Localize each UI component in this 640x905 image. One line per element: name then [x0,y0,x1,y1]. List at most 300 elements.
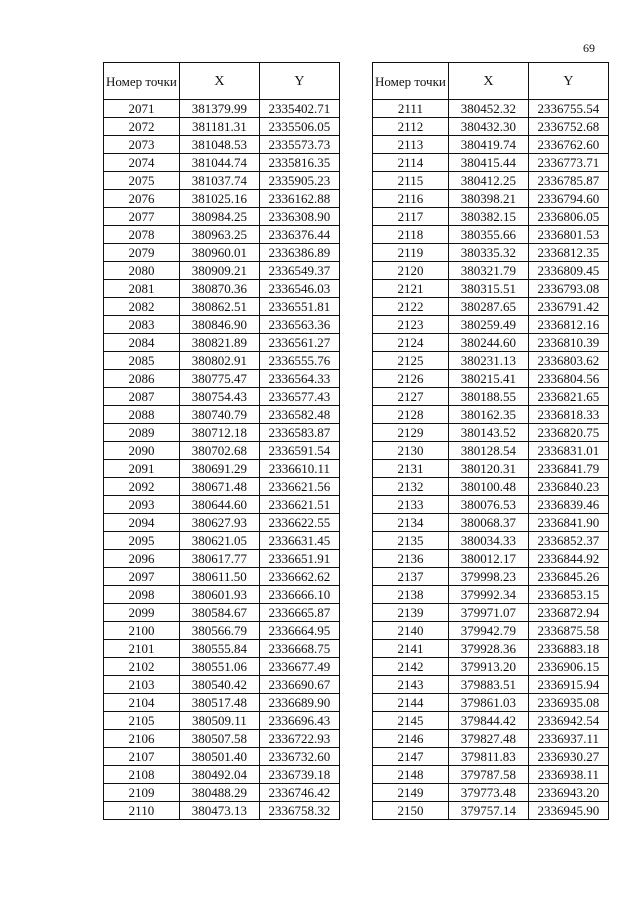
cell-y: 2336853.15 [528,586,608,604]
header-y: Y [528,63,608,100]
cell-y: 2336621.51 [259,496,339,514]
cell-y: 2336839.46 [528,496,608,514]
table-row [104,478,340,496]
cell-y: 2336943.20 [528,784,608,802]
cell-y: 2336942.54 [528,712,608,730]
cell-x: 381181.31 [179,118,259,136]
cell-point-number: 2116 [373,190,449,208]
cell-x: 379773.48 [448,784,528,802]
cell-x: 381037.74 [179,172,259,190]
cell-y: 2336677.49 [259,658,339,676]
table-row [104,262,340,280]
table-row [373,478,609,496]
cell-x: 380244.60 [448,334,528,352]
cell-x: 380584.67 [179,604,259,622]
cell-x: 380419.74 [448,136,528,154]
cell-point-number: 2130 [373,442,449,460]
cell-point-number: 2109 [104,784,180,802]
cell-point-number: 2139 [373,604,449,622]
cell-y: 2336668.75 [259,640,339,658]
cell-x: 380452.32 [448,100,528,118]
cell-y: 2336162.88 [259,190,339,208]
cell-y: 2336591.54 [259,442,339,460]
cell-y: 2336875.58 [528,622,608,640]
cell-x: 379861.03 [448,694,528,712]
cell-y: 2336818.33 [528,406,608,424]
cell-point-number: 2092 [104,478,180,496]
cell-point-number: 2082 [104,298,180,316]
cell-y: 2336631.45 [259,532,339,550]
table-row [104,352,340,370]
cell-y: 2336841.79 [528,460,608,478]
cell-y: 2336546.03 [259,280,339,298]
cell-x: 380432.30 [448,118,528,136]
cell-y: 2336915.94 [528,676,608,694]
cell-point-number: 2142 [373,658,449,676]
cell-y: 2336791.42 [528,298,608,316]
cell-y: 2336810.39 [528,334,608,352]
cell-x: 380671.48 [179,478,259,496]
table-row [373,442,609,460]
table-row [373,496,609,514]
cell-x: 380754.43 [179,388,259,406]
table-row [373,514,609,532]
table-row [104,532,340,550]
table-row [104,172,340,190]
cell-y: 2336821.65 [528,388,608,406]
table-row [104,568,340,586]
cell-point-number: 2104 [104,694,180,712]
table-row [373,280,609,298]
cell-point-number: 2101 [104,640,180,658]
cell-x: 380287.65 [448,298,528,316]
cell-y: 2336583.87 [259,424,339,442]
cell-y: 2336561.27 [259,334,339,352]
cell-point-number: 2123 [373,316,449,334]
table-row [373,730,609,748]
cell-x: 380775.47 [179,370,259,388]
cell-point-number: 2115 [373,172,449,190]
table-row [373,136,609,154]
cell-point-number: 2129 [373,424,449,442]
cell-y: 2336930.27 [528,748,608,766]
cell-point-number: 2145 [373,712,449,730]
cell-point-number: 2076 [104,190,180,208]
cell-y: 2336755.54 [528,100,608,118]
table-row [104,406,340,424]
table-row [373,262,609,280]
cell-y: 2336690.67 [259,676,339,694]
cell-x: 380128.54 [448,442,528,460]
cell-point-number: 2127 [373,388,449,406]
table-row [104,244,340,262]
cell-point-number: 2121 [373,280,449,298]
cell-y: 2336785.87 [528,172,608,190]
cell-point-number: 2091 [104,460,180,478]
table-row [373,766,609,784]
table-row [104,208,340,226]
cell-y: 2336906.15 [528,658,608,676]
cell-point-number: 2149 [373,784,449,802]
table-row [104,118,340,136]
cell-point-number: 2079 [104,244,180,262]
cell-point-number: 2134 [373,514,449,532]
cell-point-number: 2078 [104,226,180,244]
cell-y: 2336804.56 [528,370,608,388]
cell-y: 2336938.11 [528,766,608,784]
coordinates-table-left [103,62,340,820]
table-row [373,154,609,172]
table-row [104,298,340,316]
cell-y: 2336820.75 [528,424,608,442]
cell-y: 2336376.44 [259,226,339,244]
cell-y: 2336664.95 [259,622,339,640]
cell-y: 2336722.93 [259,730,339,748]
cell-y: 2336651.91 [259,550,339,568]
header-y: Y [259,63,339,100]
table-row [373,676,609,694]
table-row [104,658,340,676]
table-row [104,442,340,460]
cell-x: 380540.42 [179,676,259,694]
table-row [104,100,340,118]
cell-y: 2336831.01 [528,442,608,460]
cell-x: 380509.11 [179,712,259,730]
cell-x: 379998.23 [448,568,528,586]
table-row [104,694,340,712]
table-row [373,226,609,244]
cell-point-number: 2080 [104,262,180,280]
cell-y: 2336746.42 [259,784,339,802]
cell-y: 2335506.05 [259,118,339,136]
cell-y: 2336555.76 [259,352,339,370]
table-row [104,586,340,604]
cell-x: 380501.40 [179,748,259,766]
table-row [104,370,340,388]
cell-x: 379787.58 [448,766,528,784]
cell-x: 379971.07 [448,604,528,622]
cell-x: 380601.93 [179,586,259,604]
cell-y: 2336806.05 [528,208,608,226]
cell-x: 380143.52 [448,424,528,442]
cell-point-number: 2088 [104,406,180,424]
cell-x: 380382.15 [448,208,528,226]
cell-x: 380644.60 [179,496,259,514]
cell-x: 379913.20 [448,658,528,676]
cell-point-number: 2073 [104,136,180,154]
cell-y: 2336564.33 [259,370,339,388]
table-row [373,172,609,190]
cell-x: 380712.18 [179,424,259,442]
cell-x: 381025.16 [179,190,259,208]
cell-y: 2336840.23 [528,478,608,496]
cell-y: 2335816.35 [259,154,339,172]
table-row [373,370,609,388]
cell-point-number: 2112 [373,118,449,136]
cell-x: 380188.55 [448,388,528,406]
cell-x: 380862.51 [179,298,259,316]
cell-y: 2336621.56 [259,478,339,496]
cell-point-number: 2146 [373,730,449,748]
cell-y: 2336872.94 [528,604,608,622]
table-row [104,550,340,568]
cell-y: 2336801.53 [528,226,608,244]
cell-y: 2336841.90 [528,514,608,532]
header-x: X [179,63,259,100]
cell-y: 2336852.37 [528,532,608,550]
cell-y: 2336773.71 [528,154,608,172]
cell-y: 2336937.11 [528,730,608,748]
table-row [104,316,340,334]
cell-point-number: 2133 [373,496,449,514]
cell-x: 380335.32 [448,244,528,262]
cell-y: 2336732.60 [259,748,339,766]
cell-point-number: 2111 [373,100,449,118]
cell-x: 380315.51 [448,280,528,298]
table-row [373,550,609,568]
table-row [373,568,609,586]
table-row [104,388,340,406]
cell-x: 380507.58 [179,730,259,748]
cell-y: 2336812.16 [528,316,608,334]
page-number: 69 [583,41,595,55]
cell-x: 380355.66 [448,226,528,244]
cell-x: 380162.35 [448,406,528,424]
table-row [104,802,340,820]
cell-point-number: 2144 [373,694,449,712]
cell-x: 379928.36 [448,640,528,658]
cell-x: 380068.37 [448,514,528,532]
cell-point-number: 2106 [104,730,180,748]
cell-point-number: 2102 [104,658,180,676]
table-row [373,298,609,316]
table-row [104,766,340,784]
table-row [373,460,609,478]
cell-x: 380231.13 [448,352,528,370]
cell-y: 2336793.08 [528,280,608,298]
table-row [373,190,609,208]
table-row [373,424,609,442]
cell-x: 379757.14 [448,802,528,820]
cell-point-number: 2118 [373,226,449,244]
table-row [373,244,609,262]
table-row [373,658,609,676]
cell-point-number: 2132 [373,478,449,496]
cell-point-number: 2107 [104,748,180,766]
cell-x: 380870.36 [179,280,259,298]
table-row [104,676,340,694]
cell-point-number: 2148 [373,766,449,784]
cell-y: 2336739.18 [259,766,339,784]
cell-y: 2336689.90 [259,694,339,712]
cell-x: 380627.93 [179,514,259,532]
table-row [373,118,609,136]
cell-x: 379992.34 [448,586,528,604]
table-row [104,226,340,244]
cell-point-number: 2077 [104,208,180,226]
cell-y: 2336665.87 [259,604,339,622]
cell-x: 380846.90 [179,316,259,334]
cell-y: 2336803.62 [528,352,608,370]
cell-point-number: 2140 [373,622,449,640]
table-row [373,712,609,730]
table-row [373,586,609,604]
cell-y: 2336582.48 [259,406,339,424]
cell-x: 381379.99 [179,100,259,118]
table-row [373,694,609,712]
cell-y: 2336945.90 [528,802,608,820]
cell-point-number: 2087 [104,388,180,406]
cell-x: 380259.49 [448,316,528,334]
cell-y: 2335573.73 [259,136,339,154]
cell-point-number: 2108 [104,766,180,784]
cell-y: 2336696.43 [259,712,339,730]
cell-x: 379942.79 [448,622,528,640]
cell-x: 380740.79 [179,406,259,424]
cell-x: 380012.17 [448,550,528,568]
table-row [104,640,340,658]
cell-x: 380802.91 [179,352,259,370]
cell-x: 380412.25 [448,172,528,190]
cell-point-number: 2105 [104,712,180,730]
cell-point-number: 2086 [104,370,180,388]
cell-y: 2336563.36 [259,316,339,334]
cell-x: 380034.33 [448,532,528,550]
cell-y: 2336844.92 [528,550,608,568]
cell-point-number: 2117 [373,208,449,226]
cell-y: 2336845.26 [528,568,608,586]
header-point-number: Номер точки [373,63,449,100]
cell-x: 380100.48 [448,478,528,496]
cell-point-number: 2128 [373,406,449,424]
cell-y: 2336622.55 [259,514,339,532]
cell-point-number: 2099 [104,604,180,622]
coordinates-table-right [372,62,609,820]
cell-point-number: 2119 [373,244,449,262]
cell-y: 2336308.90 [259,208,339,226]
table-row [104,280,340,298]
cell-point-number: 2094 [104,514,180,532]
cell-x: 380551.06 [179,658,259,676]
cell-point-number: 2084 [104,334,180,352]
table-row [373,352,609,370]
cell-x: 380415.44 [448,154,528,172]
table-row [373,604,609,622]
table-row [373,640,609,658]
cell-y: 2336662.62 [259,568,339,586]
cell-y: 2335905.23 [259,172,339,190]
table-row [104,622,340,640]
cell-point-number: 2137 [373,568,449,586]
cell-x: 380909.21 [179,262,259,280]
table-row [104,496,340,514]
cell-point-number: 2100 [104,622,180,640]
cell-y: 2336549.37 [259,262,339,280]
cell-point-number: 2110 [104,802,180,820]
cell-point-number: 2103 [104,676,180,694]
cell-x: 379883.51 [448,676,528,694]
cell-x: 380517.48 [179,694,259,712]
cell-x: 380821.89 [179,334,259,352]
cell-x: 380555.84 [179,640,259,658]
cell-point-number: 2081 [104,280,180,298]
cell-x: 380398.21 [448,190,528,208]
cell-point-number: 2138 [373,586,449,604]
cell-y: 2336809.45 [528,262,608,280]
table-row [104,730,340,748]
cell-y: 2336610.11 [259,460,339,478]
cell-y: 2336935.08 [528,694,608,712]
cell-x: 379811.83 [448,748,528,766]
cell-x: 380215.41 [448,370,528,388]
table-row [373,388,609,406]
cell-x: 381044.74 [179,154,259,172]
table-row [104,154,340,172]
cell-point-number: 2096 [104,550,180,568]
cell-x: 380702.68 [179,442,259,460]
table-header-row [104,63,340,100]
table-row [104,604,340,622]
cell-x: 379844.42 [448,712,528,730]
cell-point-number: 2126 [373,370,449,388]
cell-point-number: 2131 [373,460,449,478]
table-row [373,748,609,766]
table-header-row [373,63,609,100]
cell-x: 380321.79 [448,262,528,280]
cell-x: 380691.29 [179,460,259,478]
cell-x: 380492.04 [179,766,259,784]
cell-point-number: 2097 [104,568,180,586]
cell-x: 380611.50 [179,568,259,586]
table-row [373,334,609,352]
table-row [104,514,340,532]
cell-x: 380984.25 [179,208,259,226]
cell-point-number: 2095 [104,532,180,550]
table-row [373,802,609,820]
cell-x: 380120.31 [448,460,528,478]
cell-x: 380963.25 [179,226,259,244]
cell-y: 2336758.32 [259,802,339,820]
table-row [104,334,340,352]
cell-point-number: 2098 [104,586,180,604]
table-row [373,406,609,424]
table-row [104,460,340,478]
cell-x: 380621.05 [179,532,259,550]
cell-x: 379827.48 [448,730,528,748]
cell-x: 380617.77 [179,550,259,568]
cell-point-number: 2143 [373,676,449,694]
table-row [373,622,609,640]
cell-x: 380473.13 [179,802,259,820]
cell-point-number: 2136 [373,550,449,568]
cell-x: 380960.01 [179,244,259,262]
cell-y: 2336666.10 [259,586,339,604]
cell-point-number: 2074 [104,154,180,172]
cell-x: 380566.79 [179,622,259,640]
table-row [104,190,340,208]
cell-point-number: 2147 [373,748,449,766]
table-row [104,712,340,730]
cell-point-number: 2085 [104,352,180,370]
table-row [104,748,340,766]
cell-y: 2336577.43 [259,388,339,406]
cell-point-number: 2071 [104,100,180,118]
table-row [373,100,609,118]
cell-y: 2335402.71 [259,100,339,118]
cell-point-number: 2083 [104,316,180,334]
cell-point-number: 2090 [104,442,180,460]
table-row [373,208,609,226]
